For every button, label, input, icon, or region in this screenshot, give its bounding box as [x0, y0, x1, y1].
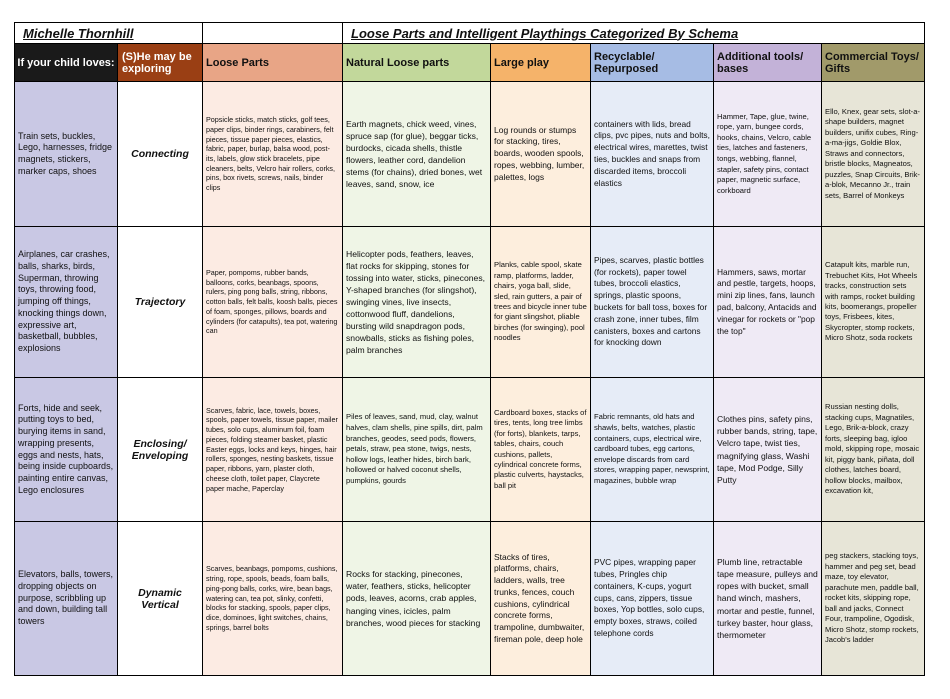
header-commercial: Commercial Toys/ Gifts	[822, 44, 925, 82]
recyclable-cell: Fabric remnants, old hats and shawls, belts, watches, plastic containers, cups, electrical wire, cardboard tubes, egg cartons, envelope discards from card stores, wrapping paper, newsprint, magazines, bubble wrap	[591, 378, 714, 522]
header-natural: Natural Loose parts	[343, 44, 491, 82]
title-row	[15, 23, 925, 44]
tools-cell: Plumb line, retractable tape measure, pulleys and ropes with bucket, small hand winch, mashers, mortar and pestle, funnel, turkey baster, hour glass, thermometer	[714, 522, 822, 676]
large-play-cell: Stacks of tires, platforms, chairs, ladders, walls, tree trunks, fences, couch cushions, cylindrical concrete forms, trampoline, dumbwaiter, fireman pole, deep hole	[491, 522, 591, 676]
commercial-cell: peg stackers, stacking toys, hammer and peg set, bead maze, toy elevator, parachute men, paddle ball, rocket kits, skipping rope, ball and jacks, Connect Four, trampoline, Ogodisk, Micro Shotz, stomp rockets, Jacob's ladder	[822, 522, 925, 676]
schema-row-trajectory	[15, 227, 925, 378]
schema-row-connecting	[15, 82, 925, 227]
commercial-cell: Russian nesting dolls, stacking cups, Magnatiles, Lego, Brik-a-block, crazy forts, sleeping bag, igloo mold, skipping rope, mosaic kit, piggy bank, piñata, doll clothes, latches board, hollow blocks, mailbox, excavation kit,	[822, 378, 925, 522]
header-row	[15, 44, 925, 82]
commercial-cell: Ello, Knex, gear sets, slot-a-shape builders, magnet builders, unifix cubes, Ring-a-ma-jigs, Goldie Blox, Straws and connectors, bristle blocks, Magneatos, puzzles, Snap Circuits, Brik-a-blok, Mecanno Jr., train sets, Barrel of Monkeys	[822, 82, 925, 227]
loose-parts-cell: Scarves, fabric, lace, towels, boxes, spools, paper towels, tissue paper, mailer tubes, solo cups, aluminum foil, foam pieces, folding steamer basket, plastic Easter eggs, locks and keys, hinges, hair rollers, sponges, nesting baskets, tissue paper, ribbons, yarn, plaster cloth, cheese cloth, toilet paper, Claycrete paper mache, Paperclay	[203, 378, 343, 522]
header-large-play: Large play	[491, 44, 591, 82]
large-play-cell: Log rounds or stumps for stacking, tires, boards, wooden spools, ropes, webbing, lumber, palettes, logs	[491, 82, 591, 227]
tools-cell: Hammer, Tape, glue, twine, rope, yarn, bungee cords, hooks, chains, Velcro, cable ties, latches and fasteners, tongs, webbing, flannel, stapler, safety pins, contact paper, magnetic surface, corkboard	[714, 82, 822, 227]
header-loves: If your child loves:	[15, 44, 118, 82]
commercial-cell: Catapult kits, marble run, Trebuchet Kits, Hot Wheels tracks, construction sets with ramps, rocket building kits, boomerangs, propeller toys, Frisbees, kites, Skycropter, stomp rockets, Micro Shotz, soda rockets	[822, 227, 925, 378]
tools-cell: Clothes pins, safety pins, rubber bands, string, tape, Velcro tape, twist ties, magnifying glass, Washi tape, Mod Podge, Silly Putty	[714, 378, 822, 522]
tools-cell: Hammers, saws, mortar and pestle, targets, hoops, mini zip lines, fans, launch pad, balcony, Antacids and vinegar for rockets or "pop the top"	[714, 227, 822, 378]
schema-name: Connecting	[118, 82, 203, 227]
loves-cell: Train sets, buckles, Lego, harnesses, fridge magnets, stickers, marker caps, shoes	[15, 82, 118, 227]
loves-cell: Elevators, balls, towers, dropping objects on purpose, scribbling up and down, building tall towers	[15, 522, 118, 676]
loves-cell: Forts, hide and seek, putting toys to bed, burying items in sand, wrapping presents, eggs and nests, hats, being inside cupboards, painting entire canvas, Lego enclosures	[15, 378, 118, 522]
loose-parts-cell: Scarves, beanbags, pompoms, cushions, string, rope, spools, beads, foam balls, ping-pong balls, corks, wire, bean bags, watering can, tea pot, slinky, confetti, blocks for stacking, spools, paper clips, dice, dominoes, light switches, chains, springs, barrel bolts	[203, 522, 343, 676]
page-title: Loose Parts and Intelligent Playthings Categorized By Schema	[343, 23, 925, 44]
schema-chart	[14, 22, 925, 676]
title-spacer	[203, 23, 343, 44]
header-recyclable: Recyclable/ Repurposed	[591, 44, 714, 82]
header-schema: (S)He may be exploring	[118, 44, 203, 82]
schema-row-enclosing	[15, 378, 925, 522]
schema-row-dynamic-vertical	[15, 522, 925, 676]
large-play-cell: Cardboard boxes, stacks of tires, tents, long tree limbs (for forts), blankets, tarps, tables, chairs, couch cushions, pallets, cylindrical concrete forms, plastic culverts, haystacks, ball pit	[491, 378, 591, 522]
natural-cell: Helicopter pods, feathers, leaves, flat rocks for skipping, stones for tossing into water, sticks, pinecones, Y-shaped branches (for slingshot), swinging vines, live insects, cottonwood fluff, dandelions, bursting wild snapdragon pods, snowballs, sticks as fishing poles, palm branches	[343, 227, 491, 378]
recyclable-cell: Pipes, scarves, plastic bottles (for rockets), paper towel tubes, broccoli elastics, springs, plastic spoons, buckets for ball toss, boxes for crash zone, inner tubes, film canisters, boxes and cartons for knocking down	[591, 227, 714, 378]
author-name: Michelle Thornhill	[15, 23, 203, 44]
recyclable-cell: containers with lids, bread clips, pvc pipes, nuts and bolts, electrical wires, marettes, twist ties, buckles and snaps from discarded items, broccoli elastics	[591, 82, 714, 227]
schema-name: Enclosing/ Enveloping	[118, 378, 203, 522]
recyclable-cell: PVC pipes, wrapping paper tubes, Pringles chip containers, K-cups, yogurt cups, cans, zippers, tissue boxes, Yop bottles, solo cups, empty boxes, straws, coiled telephone cords	[591, 522, 714, 676]
loose-parts-cell: Paper, pompoms, rubber bands, balloons, corks, beanbags, spoons, rulers, ping pong balls, string, ribbons, cotton balls, felt balls, koosh balls, pieces of foam, sponges, pillows, boards and cylinders (for catapults), tea pot, watering can	[203, 227, 343, 378]
schema-table	[14, 22, 925, 676]
header-loose-parts: Loose Parts	[203, 44, 343, 82]
natural-cell: Earth magnets, chick weed, vines, spruce sap (for glue), beggar ticks, burdocks, cicada shells, thistle flowers, leather cord, dandelion stems (for chains), dried bones, wet leaves, sand, snow, ice	[343, 82, 491, 227]
loose-parts-cell: Popsicle sticks, match sticks, golf tees, paper clips, binder rings, carabiners, felt pieces, tissue paper pieces, elastics, fabric, paper, burlap, balsa wood, post-its, labels, glow stick bracelets, pipe cleaners, belts, Velcro hair rollers, corks, pins, box rivets, screws, nails, binder clips	[203, 82, 343, 227]
header-tools: Additional tools/ bases	[714, 44, 822, 82]
schema-name: Dynamic Vertical	[118, 522, 203, 676]
large-play-cell: Planks, cable spool, skate ramp, platforms, ladder, chairs, yoga ball, slide, sled, rain gutters, a pair of trees and bicycle inner tube for giant slingshot, pliable birches (for swinging), pool noodles	[491, 227, 591, 378]
loves-cell: Airplanes, car crashes, balls, sharks, birds, Superman, throwing toys, throwing food, jumping off things, knocking things down, expressive art, basketball, bubbles, explosions	[15, 227, 118, 378]
natural-cell: Rocks for stacking, pinecones, water, feathers, sticks, helicopter pods, leaves, acorns, crab apples, hanging vines, icicles, palm branches, wood pieces for stacking	[343, 522, 491, 676]
schema-name: Trajectory	[118, 227, 203, 378]
natural-cell: Piles of leaves, sand, mud, clay, walnut halves, clam shells, pine spills, dirt, palm branches, geodes, seed pods, flowers, petals, straw, pea stone, twigs, nests, hollow logs, leather hides, birch bark, hollowed or halved coconut shells, pumpkins, gourds	[343, 378, 491, 522]
